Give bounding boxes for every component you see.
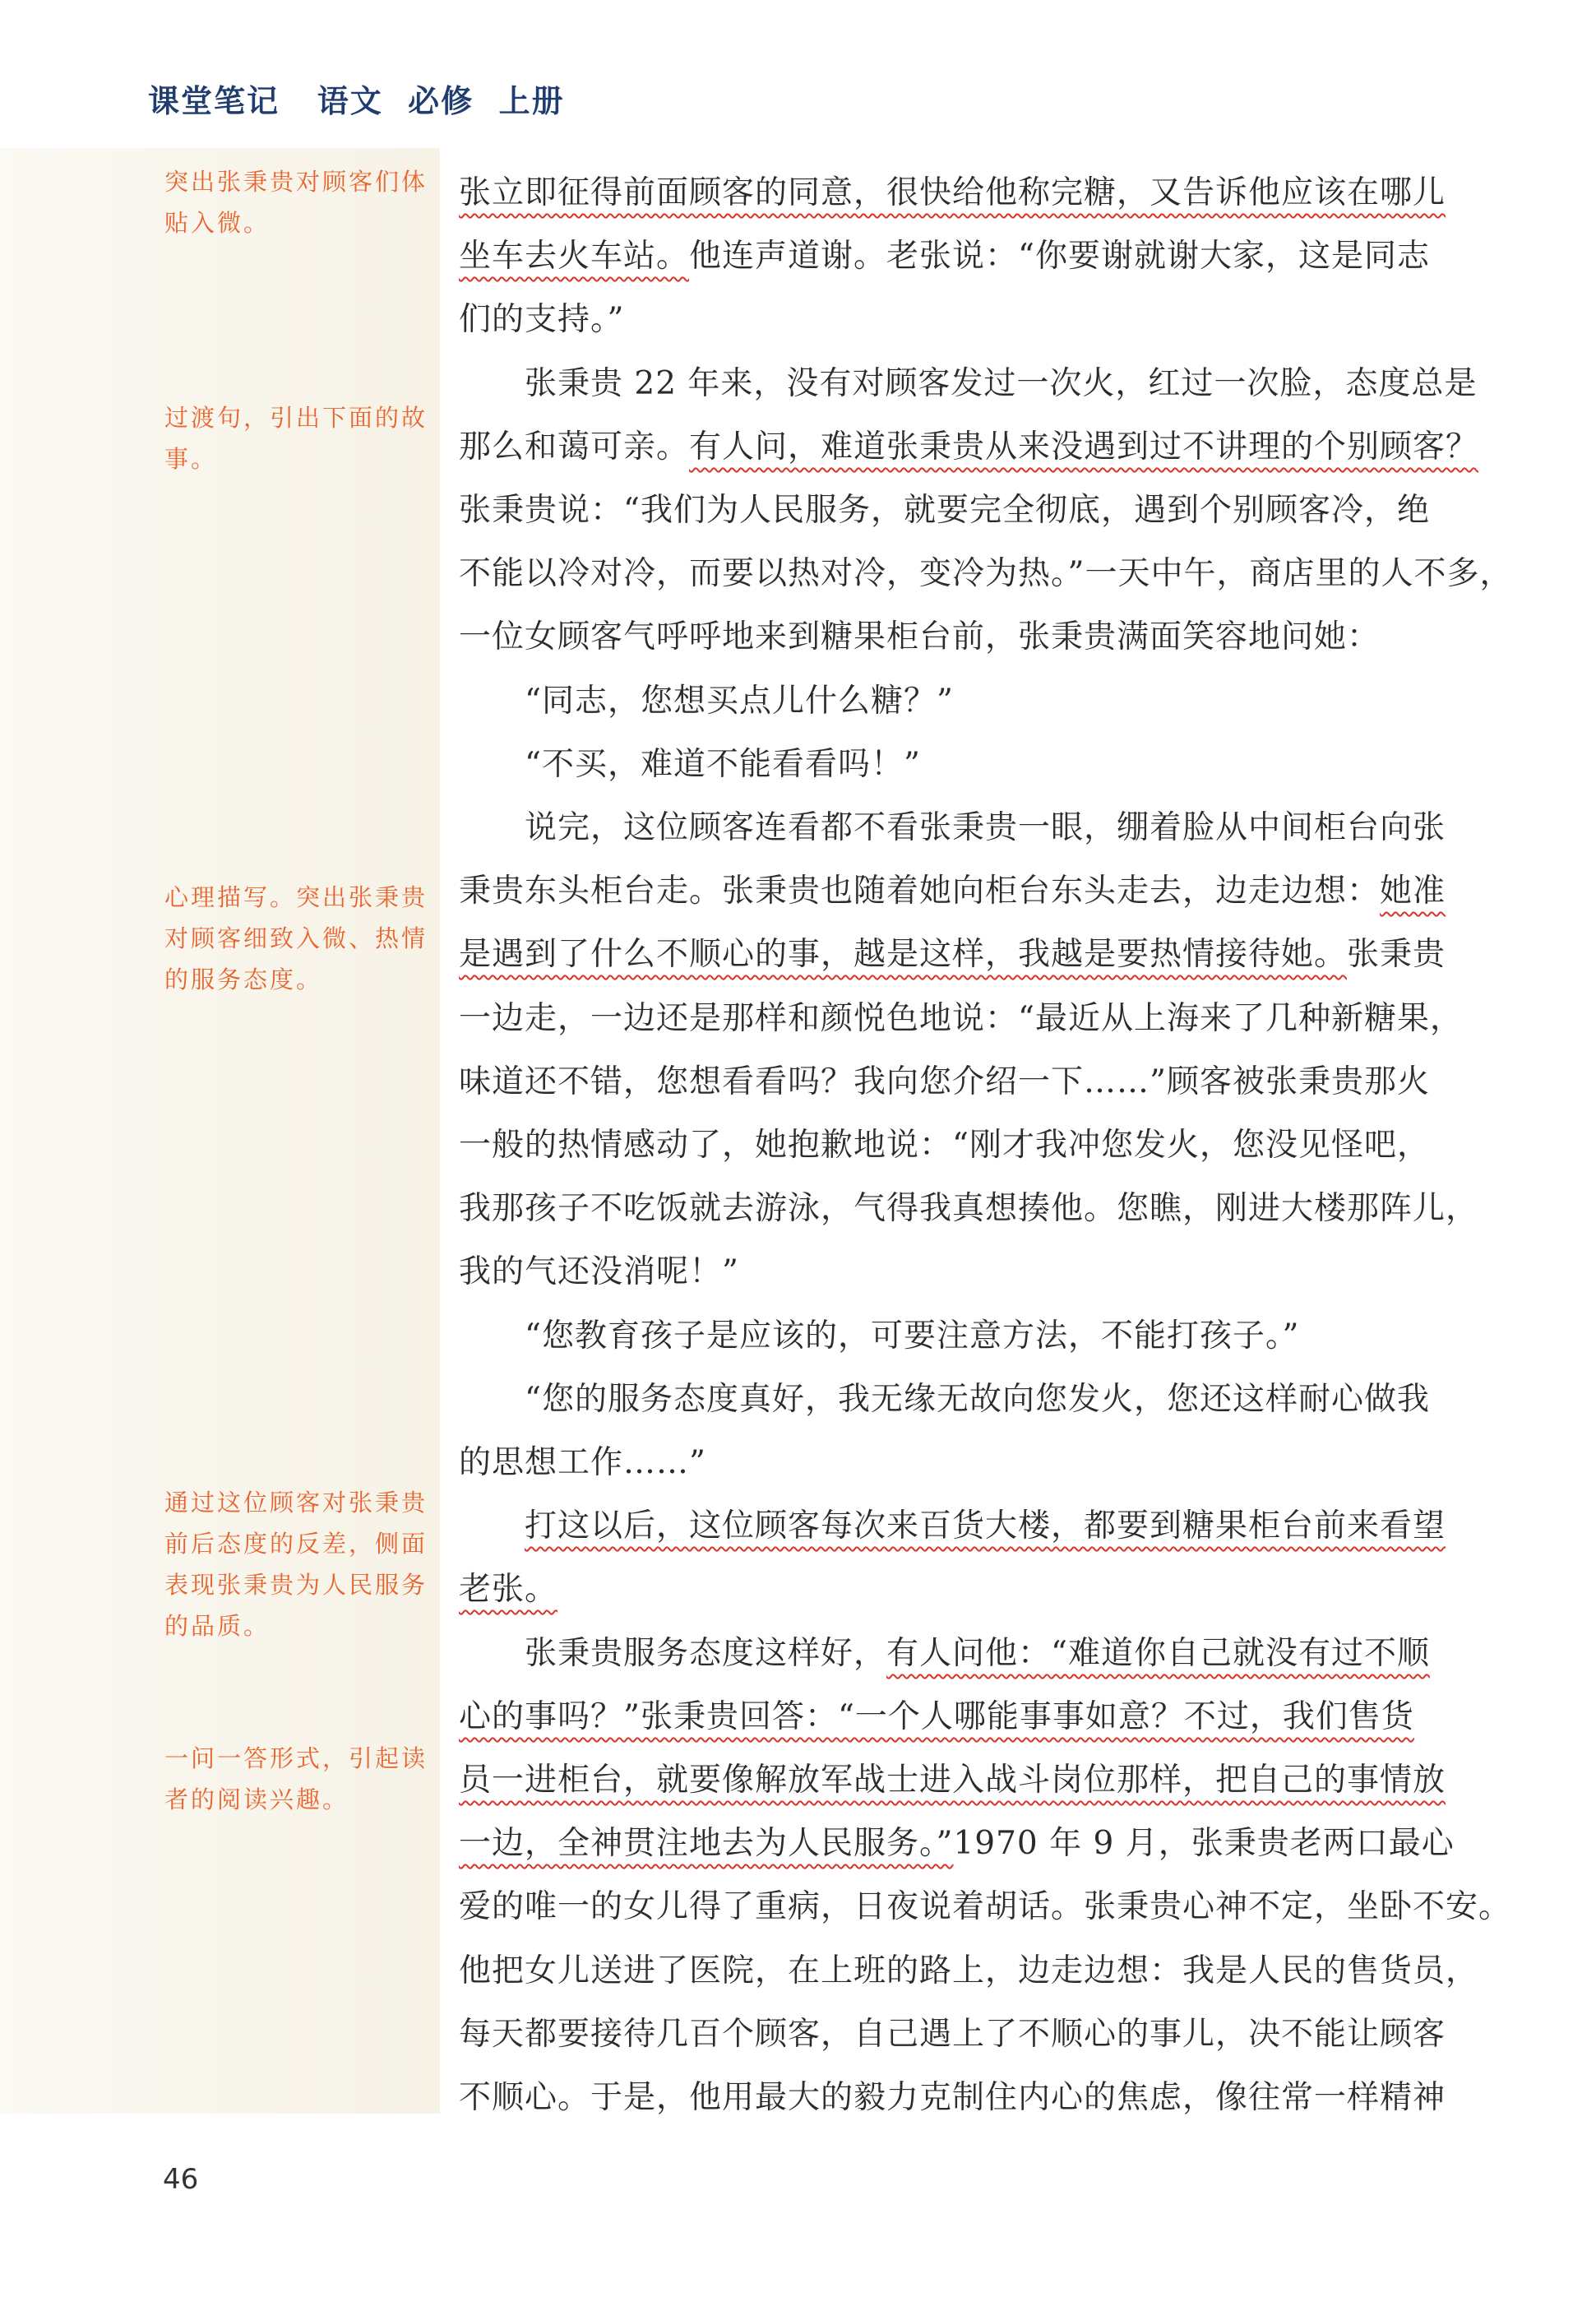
text-segment: 张秉贵 22 年来，没有对顾客发过一次火，红过一次脸，态度总是: [459, 365, 1478, 402]
text-segment: “您的服务态度真好，我无缘无故向您发火，您还这样耐心做我: [459, 1381, 1430, 1418]
text-segment: 我那孩子不吃饭就去游泳，气得我真想揍他。您瞧，刚进大楼那阵儿，: [459, 1190, 1479, 1227]
text-line: [0, 802, 1596, 848]
text-segment: 爱的唯一的女儿得了重病，日夜说着胡话。张秉贵心神不定，坐卧不安。: [459, 1888, 1512, 1925]
text-segment: 张秉贵说：“我们为人民服务，就要完全彻底，遇到个别顾客冷，绝: [459, 492, 1430, 529]
text-line: [0, 548, 1596, 594]
text-line: [0, 1373, 1596, 1419]
text-segment: 他连声道谢。老张说：“你要谢就谢大家，这是同志: [689, 238, 1430, 275]
text-segment: 秉贵东头柜台走。张秉贵也随着她向柜台东头走去，边走边想：: [459, 873, 1381, 910]
text-segment: 一般的热情感动了，她抱歉地说：“刚才我冲您发火，您没见怪吧，: [459, 1127, 1430, 1164]
text-line: [0, 1310, 1596, 1356]
margin-note: 通过这位顾客对张秉贵前后态度的反差，侧面表现张秉贵为人民服务的品质。: [164, 1489, 428, 1640]
underlined-phrase: 坐车去火车站。: [459, 238, 690, 275]
underlined-phrase: 有人问他：“难道你自己就没有过不顺: [886, 1635, 1430, 1672]
text-line: [0, 865, 1596, 911]
text-line: [0, 1437, 1596, 1483]
text-line: [0, 1563, 1596, 1609]
text-segment: “不买，难道不能看看吗！”: [459, 746, 921, 783]
text-segment: “同志，您想买点儿什么糖？”: [459, 683, 954, 720]
text-line: [0, 739, 1596, 785]
text-segment: 每天都要接待几百个顾客，自己遇上了不顺心的事儿，决不能让顾客: [459, 2016, 1446, 2053]
page-number: 46: [163, 2163, 199, 2196]
text-line: [0, 611, 1596, 657]
text-segment: 不顺心。于是，他用最大的毅力克制住内心的焦虑，像往常一样精神: [459, 2079, 1446, 2116]
text-line: [0, 675, 1596, 721]
text-segment: “您教育孩子是应该的，可要注意方法，不能打孩子。”: [459, 1318, 1300, 1355]
text-segment: 1970 年 9 月，张秉贵老两口最心: [953, 1825, 1455, 1862]
margin-note: 突出张秉贵对顾客们体贴入微。: [164, 168, 428, 237]
text-line: [0, 1246, 1596, 1292]
underlined-phrase: 她准: [1380, 873, 1446, 910]
underlined-phrase: 心的事吗？”张秉贵回答：“一个人哪能事事如意？不过，我们售货: [459, 1698, 1414, 1735]
text-line: [0, 484, 1596, 530]
text-line: [0, 167, 1596, 213]
text-line: [0, 1754, 1596, 1800]
page-header: 课堂笔记 语文 必修 上册: [148, 83, 565, 119]
text-line: [0, 421, 1596, 467]
text-segment: 一位女顾客气呼呼地来到糖果柜台前，张秉贵满面笑容地问她：: [459, 618, 1381, 655]
text-segment: 味道还不错，您想看看吗？我向您介绍一下……”顾客被张秉贵那火: [459, 1063, 1430, 1100]
text-line: [0, 1056, 1596, 1102]
text-line: [0, 230, 1596, 276]
underlined-phrase: 老张。: [459, 1571, 558, 1608]
underlined-phrase: 张立即征得前面顾客的同意，很快给他称完糖，又告诉他应该在哪儿: [459, 174, 1446, 211]
underlined-phrase: 打这以后，这位顾客每次来百货大楼，都要到糖果柜台前来看望: [525, 1507, 1446, 1545]
underlined-phrase: 有人问，难道张秉贵从来没遇到过不讲理的个别顾客？: [689, 428, 1479, 465]
underlined-phrase: 员一进柜台，就要像解放军战士进入战斗岗位那样，把自己的事情放: [459, 1762, 1446, 1799]
text-line: [0, 358, 1596, 404]
text-segment: 不能以冷对冷，而要以热对冷，变冷为热。”一天中午，商店里的人不多，: [459, 555, 1513, 592]
text-line: [0, 1691, 1596, 1737]
text-segment: [459, 1507, 525, 1545]
text-segment: 的思想工作……”: [459, 1444, 706, 1481]
margin-note: 过渡句，引出下面的故事。: [164, 404, 428, 473]
text-line: [0, 1119, 1596, 1165]
text-segment: 张秉贵: [1347, 936, 1446, 973]
text-segment: 说完，这位顾客连看都不看张秉贵一眼，绷着脸从中间柜台向张: [459, 809, 1446, 846]
text-line: [0, 993, 1596, 1039]
text-segment: 张秉贵服务态度这样好，: [459, 1635, 887, 1672]
underlined-phrase: 是遇到了什么不顺心的事，越是这样，我越是要热情接待她。: [459, 936, 1348, 973]
text-line: [0, 2008, 1596, 2054]
text-line: [0, 2072, 1596, 2118]
text-line: [0, 1183, 1596, 1229]
margin-note: 一问一答形式，引起读者的阅读兴趣。: [164, 1744, 428, 1813]
text-segment: 一边走，一边还是那样和颜悦色地说：“最近从上海来了几种新糖果，: [459, 1000, 1463, 1037]
text-segment: 们的支持。”: [459, 301, 625, 338]
text-segment: 他把女儿送进了医院，在上班的路上，边走边想：我是人民的售货员，: [459, 1952, 1479, 1989]
text-line: [0, 929, 1596, 975]
text-segment: 那么和蔼可亲。: [459, 428, 690, 465]
text-line: [0, 294, 1596, 340]
text-line: [0, 1628, 1596, 1674]
text-line: [0, 1945, 1596, 1991]
text-line: [0, 1500, 1596, 1546]
margin-note: 心理描写。突出张秉贵对顾客细致入微、热情的服务态度。: [164, 883, 428, 993]
text-line: [0, 1881, 1596, 1927]
underlined-phrase: 一边，全神贯注地去为人民服务。”: [459, 1825, 954, 1862]
text-segment: 我的气还没消呢！”: [459, 1253, 739, 1290]
text-line: [0, 1818, 1596, 1864]
